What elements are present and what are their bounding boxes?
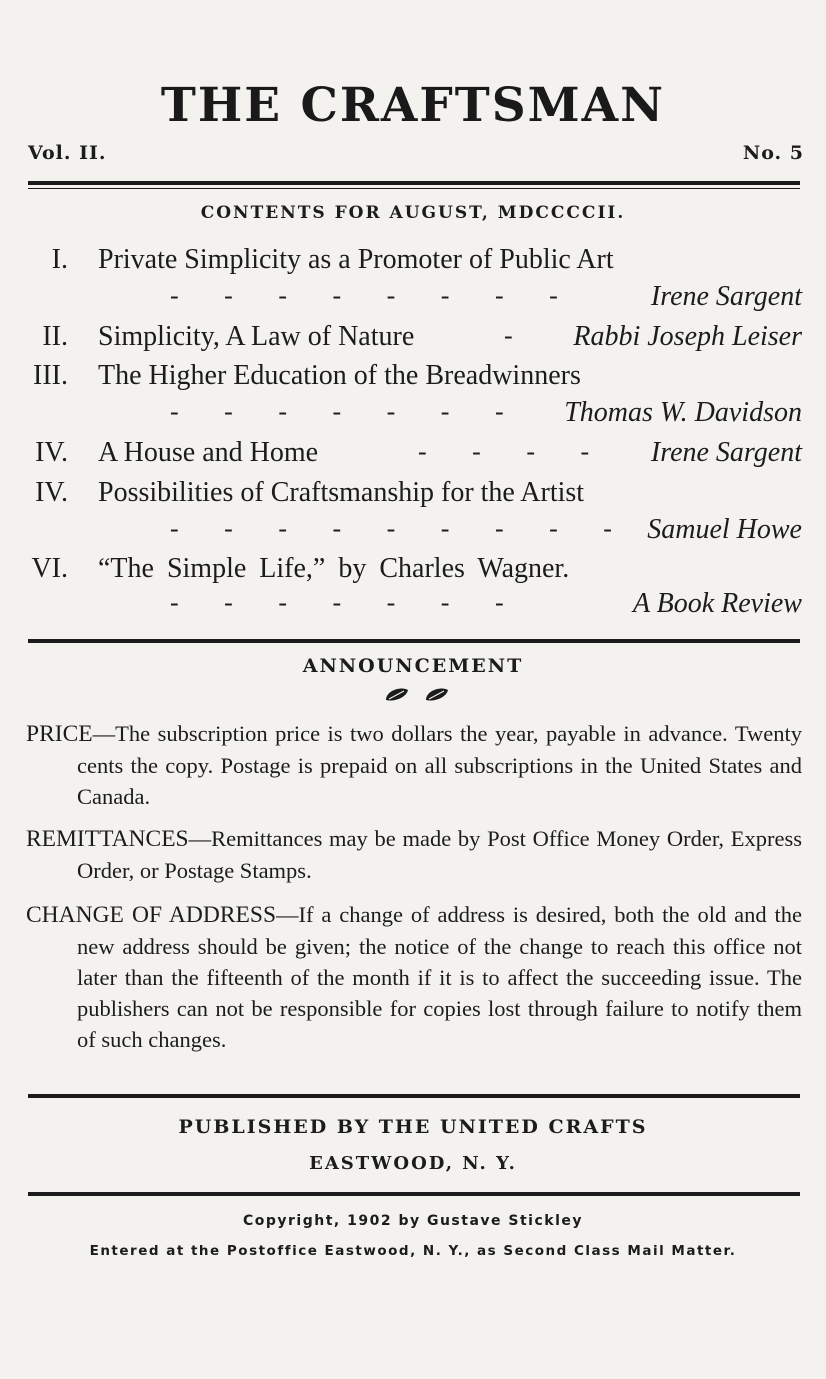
toc-leader: - - - - — [418, 437, 590, 466]
copyright-line: Copyright, 1902 by Gustave Stickley — [242, 1213, 583, 1229]
toc-author: A Book Review — [633, 588, 802, 619]
remittances-label: REMITTANCES — [26, 826, 189, 852]
toc-author: Rabbi Joseph Leiser — [573, 321, 802, 352]
price-paragraph — [26, 718, 802, 812]
toc-author: Thomas W. Davidson — [564, 397, 802, 428]
leaf-ornament-icon — [378, 682, 458, 706]
contents-heading: CONTENTS FOR AUGUST, MDCCCCII. — [200, 203, 626, 223]
remittances-paragraph — [26, 823, 802, 886]
toc-numeral: I. — [51, 244, 68, 275]
contents-rule — [28, 639, 800, 643]
publisher-line: PUBLISHED BY THE UNITED CRAFTS — [178, 1116, 648, 1138]
announcement-rule — [28, 1094, 800, 1098]
toc-leader: - - - - - - - - — [170, 281, 558, 310]
toc-numeral: IV. — [35, 437, 68, 468]
toc-author: Samuel Howe — [647, 514, 802, 545]
toc-title: Private Simplicity as a Promoter of Public Art — [98, 244, 614, 275]
issue-number: No. 5 — [742, 142, 804, 164]
price-label: PRICE — [26, 721, 93, 747]
toc-title: “The Simple Life,” by Charles Wagner. — [98, 553, 570, 584]
price-text: —The subscription price is two dollars the year, payable in advance. Twenty cents the copy. Postage is prepaid on all subscriptions in the United States and Canada. — [77, 721, 802, 809]
toc-author: Irene Sargent — [650, 281, 802, 312]
toc-author: Irene Sargent — [650, 437, 802, 468]
toc-title: Simplicity, A Law of Nature — [98, 321, 415, 352]
toc-numeral: VI. — [31, 553, 68, 584]
top-rule-fine — [28, 188, 800, 189]
volume-label: Vol. II. — [28, 142, 107, 164]
toc-leader: - — [504, 321, 513, 350]
announcement-heading: ANNOUNCEMENT — [302, 655, 524, 677]
toc-title: The Higher Education of the Breadwinners — [98, 360, 581, 391]
toc-title: A House and Home — [98, 437, 319, 468]
top-rule — [28, 181, 800, 185]
toc-leader: - - - - - - - — [170, 588, 504, 617]
toc-leader: - - - - - - - — [170, 397, 504, 426]
footer-rule — [28, 1192, 800, 1196]
toc-numeral: III. — [33, 360, 68, 391]
publisher-location: EASTWOOD, N. Y. — [309, 1153, 517, 1174]
change-label: CHANGE OF ADDRESS — [26, 902, 277, 928]
toc-title: Possibilities of Craftsmanship for the Artist — [98, 477, 585, 508]
toc-leader: - - - - - - - - - — [170, 514, 612, 543]
change-of-address-paragraph — [26, 899, 802, 1055]
remittances-text: —Remittances may be made by Post Office Money Order, Express Order, or Postage Stamps. — [77, 826, 802, 883]
toc-numeral: IV. — [35, 477, 68, 508]
postal-entry-line: Entered at the Postoffice Eastwood, N. Y., as Second Class Mail Matter. — [89, 1243, 737, 1259]
masthead-title: THE CRAFTSMAN — [160, 78, 666, 133]
toc-numeral: II. — [42, 321, 68, 352]
change-text: —If a change of address is desired, both the old and the new address should be given; the notice of the change to reach this office not later than the fifteenth of the month if it is to affect the succeeding issue. The publishers can not be responsible for copies lost through failure to notify them of such changes. — [77, 902, 802, 1052]
